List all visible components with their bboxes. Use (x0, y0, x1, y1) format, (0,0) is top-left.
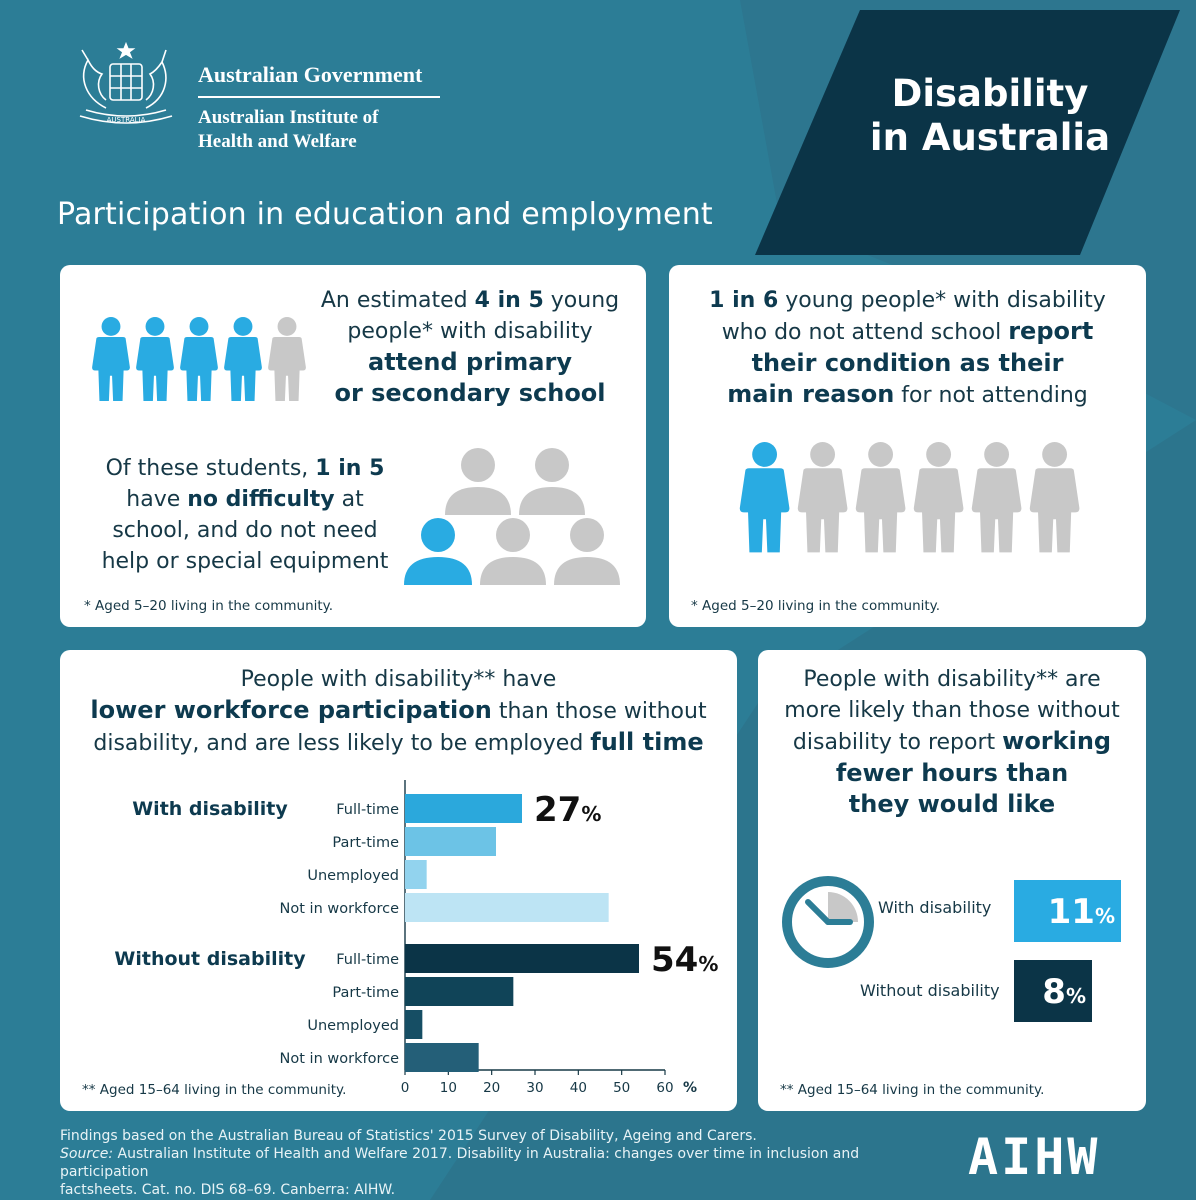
bar (405, 1043, 479, 1072)
clock-icon (778, 872, 878, 972)
x-tick-label: 30 (526, 1080, 544, 1096)
with-disability-value: 11% (1047, 892, 1115, 932)
category-label: Unemployed (307, 868, 399, 884)
topic-badge (860, 72, 1120, 160)
person-icon (180, 317, 218, 401)
badge-line1: Disability (891, 72, 1089, 115)
person-icon (740, 442, 790, 552)
x-tick-label: 0 (400, 1080, 410, 1096)
bar (405, 794, 522, 823)
coat-of-arms-logo (66, 38, 186, 134)
person-icon (1030, 442, 1080, 552)
person-icon (856, 442, 906, 552)
gov-divider (198, 96, 440, 98)
without-disability-label: Without disability (860, 981, 1000, 1000)
bar (405, 860, 427, 889)
person-icon (92, 317, 130, 401)
category-label: Full-time (336, 802, 399, 818)
page-title: Participation in education and employment (57, 197, 713, 232)
x-tick-label: 40 (569, 1080, 587, 1096)
reason-text: 1 in 6 young people* with disability who do not attend school report their condition as their main reason for not attending (709, 288, 1106, 408)
data-label: 27% (534, 790, 602, 830)
with-disability-value-box (1014, 880, 1121, 942)
without-disability-value: 8% (1042, 972, 1086, 1012)
bar (405, 893, 609, 922)
with-disability-label: With disability (878, 898, 992, 917)
hours-text: People with disability** are more likely than those without disability to report working fewer hours than they would like (784, 667, 1120, 818)
school-attend-text: An estimated 4 in 5 young people* with disability attend primary or secondary school (320, 288, 620, 407)
bar (405, 944, 639, 973)
hours-footnote: ** Aged 15–64 living in the community. (780, 1082, 1045, 1098)
institute-line1: Australian Institute of (198, 107, 379, 128)
bar (405, 977, 513, 1006)
group-label: Without disability (114, 948, 306, 970)
students-group-icon (400, 443, 630, 588)
svg-text:AUSTRALIA: AUSTRALIA (106, 116, 146, 124)
category-label: Not in workforce (279, 901, 399, 917)
x-tick-label: 50 (613, 1080, 631, 1096)
person-icon (268, 317, 306, 401)
workforce-footnote: ** Aged 15–64 living in the community. (82, 1082, 347, 1098)
x-tick-label: 10 (439, 1080, 457, 1096)
x-unit-label: % (682, 1080, 698, 1096)
workforce-card (60, 650, 737, 1111)
group-label: With disability (132, 798, 288, 820)
gov-title: Australian Government (198, 62, 423, 87)
category-label: Unemployed (307, 1018, 399, 1034)
reason-footnote: * Aged 5–20 living in the community. (691, 598, 941, 614)
no-difficulty-text: Of these students, 1 in 5 have no difficulty at school, and do not need help or special equipment (101, 456, 389, 574)
without-disability-value-box (1014, 960, 1092, 1022)
institute-line2: Health and Welfare (198, 131, 357, 152)
person-icon (798, 442, 848, 552)
x-tick-label: 60 (656, 1080, 674, 1096)
workforce-bar-chart (60, 650, 737, 1111)
footer-text: Findings based on the Australian Bureau of Statistics' 2015 Survey of Disability, Ageing and Carers. Source: Australian Institute of Health and Welfare 2017. Disability in Australia: changes over time in inclusion and participation factsheets. Cat. no. DIS 68–69. Canberra: AIHW. (60, 1128, 860, 1198)
person-icon (224, 317, 262, 401)
bar (405, 1010, 422, 1039)
category-label: Part-time (332, 985, 399, 1001)
workforce-text: People with disability** have lower workforce participation than those without disability, and are less likely to be employed full time (90, 667, 707, 756)
category-label: Full-time (336, 952, 399, 968)
person-icon (914, 442, 964, 552)
x-tick-label: 20 (483, 1080, 501, 1096)
people-4-of-5-icon (90, 315, 320, 405)
data-label: 54% (651, 940, 719, 980)
school-card (60, 265, 646, 627)
person-icon (972, 442, 1022, 552)
aihw-logo: AIHW (968, 1128, 1101, 1186)
bar (405, 827, 496, 856)
reason-card (669, 265, 1146, 627)
school-footnote: * Aged 5–20 living in the community. (84, 598, 334, 614)
category-label: Part-time (332, 835, 399, 851)
category-label: Not in workforce (279, 1051, 399, 1067)
hours-card (758, 650, 1146, 1111)
badge-line2: in Australia (869, 116, 1111, 159)
person-icon (136, 317, 174, 401)
people-1-of-6-icon (737, 440, 1087, 555)
